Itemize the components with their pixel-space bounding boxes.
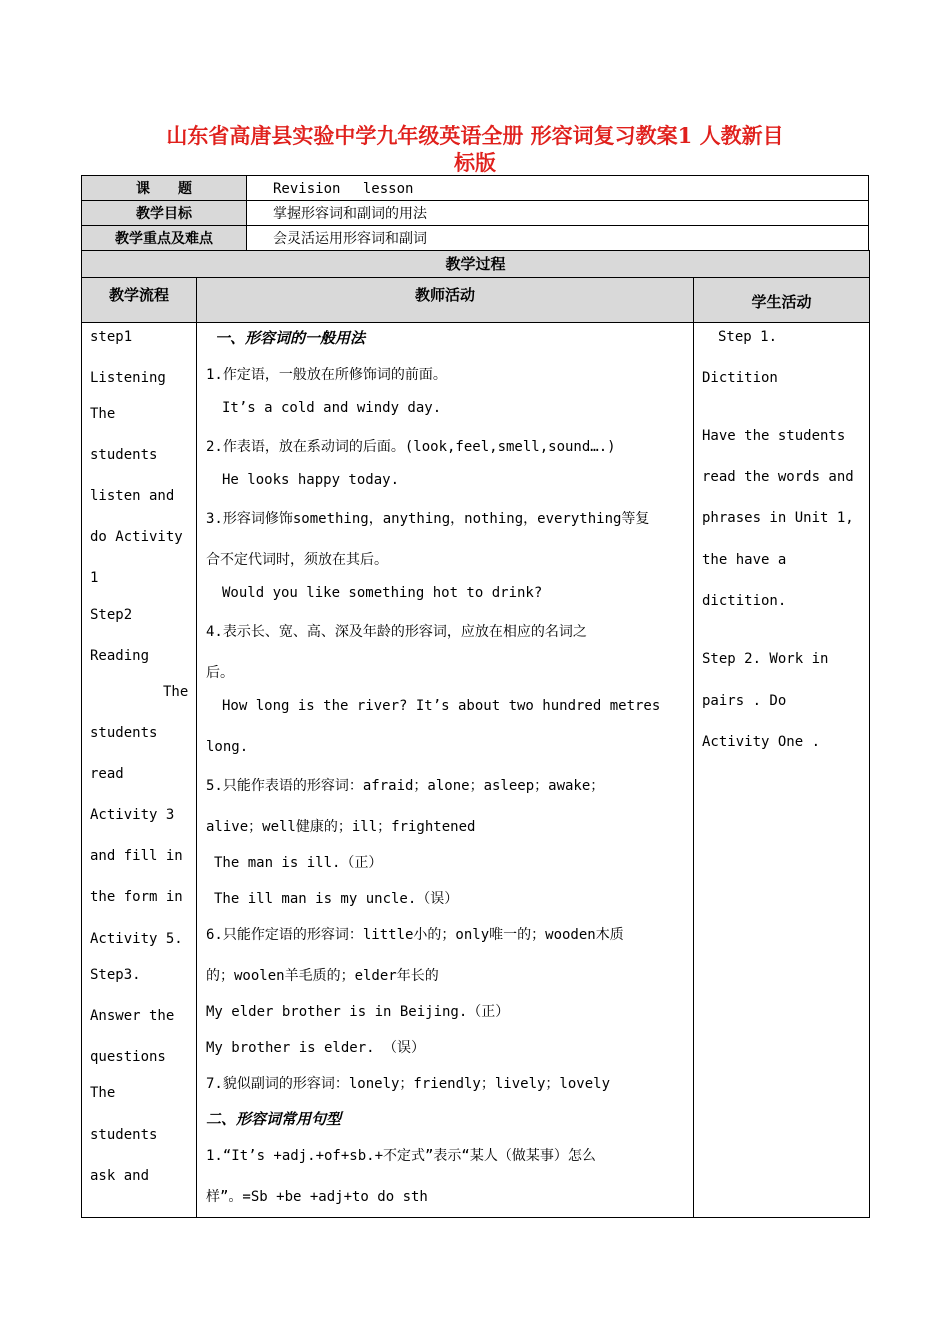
student-line: Step 1. (718, 329, 778, 345)
flow-line: The (90, 1085, 116, 1101)
flow-line: The (90, 406, 116, 422)
flow-line: listen and (90, 488, 175, 504)
teacher-line: alive；well健康的；ill；frightened (206, 819, 476, 835)
flow-line: Activity 5. (90, 931, 183, 947)
flow-line: students (90, 1127, 158, 1143)
teacher-line: 1.作定语，一般放在所修饰词的前面。 (206, 367, 447, 383)
teacher-line: long. (206, 739, 249, 755)
header-table (81, 175, 869, 251)
flow-line: the form in (90, 889, 183, 905)
title-line-1: 山东省高唐县实验中学九年级英语全册 形容词复习教案1 人教新目 (166, 123, 784, 148)
flow-line: questions (90, 1049, 166, 1065)
title-line-2: 标版 (454, 150, 496, 175)
flow-line: read (90, 766, 124, 782)
teacher-line: My elder brother is in Beijing.（正） (206, 1004, 510, 1020)
flow-line: 1 (90, 570, 99, 586)
value-topic: Revision lesson (247, 176, 869, 201)
teacher-line: 6.只能作定语的形容词：little小的；only唯一的；wooden木质 (206, 927, 624, 943)
row-topic (82, 176, 869, 201)
label-goal: 教学目标 (82, 201, 247, 226)
row-goal (82, 201, 869, 226)
student-line: Dictition (702, 370, 778, 386)
student-line: Have the students (702, 428, 846, 444)
flow-line: Reading (90, 648, 150, 664)
student-line: the have a (702, 552, 787, 568)
col-teacher-header: 教师活动 (197, 278, 694, 323)
teacher-line: The ill man is my uncle.（误） (214, 891, 459, 907)
student-line: Activity One . (702, 734, 821, 750)
teacher-line: My brother is elder. （误） (206, 1040, 426, 1056)
flow-line: students (90, 447, 158, 463)
teacher-line: 样”。=Sb +be +adj+to do sth (206, 1189, 428, 1205)
col-flow-header: 教学流程 (82, 278, 197, 323)
student-line: Step 2. Work in (702, 651, 829, 667)
value-keypoints: 会灵活运用形容词和副词 (247, 226, 869, 251)
flow-line: The (163, 684, 189, 700)
teacher-line: He looks happy today. (222, 472, 400, 488)
teacher-line: How long is the river? It’s about two hundred metres (222, 698, 661, 714)
student-line: read the words and (702, 469, 854, 485)
flow-line: Answer the (90, 1008, 175, 1024)
student-line: pairs . Do (702, 693, 787, 709)
col-student-header: 学生活动 (694, 278, 870, 323)
flow-line: Listening (90, 370, 166, 386)
flow-line: Step2 (90, 607, 133, 623)
flow-line: step1 (90, 329, 133, 345)
label-topic: 课 题 (82, 176, 247, 201)
student-cell (694, 323, 870, 1218)
student-line: phrases in Unit 1, (702, 510, 854, 526)
flow-line: Activity 3 (90, 807, 175, 823)
teacher-line: 的；woolen羊毛质的；elder年长的 (206, 968, 439, 984)
section-heading-general-usage: 一、形容词的一般用法 (215, 329, 366, 347)
teacher-line: 1.“It’s +adj.+of+sb.+不定式”表示“某人（做某事）怎么 (206, 1148, 596, 1164)
teacher-line: 2.作表语，放在系动词的后面。(look,feel,smell,sound….) (206, 439, 616, 455)
flow-cell (82, 323, 197, 1218)
teacher-cell (197, 323, 694, 1218)
teacher-line: 4.表示长、宽、高、深及年龄的形容词，应放在相应的名词之 (206, 624, 587, 640)
teacher-line: Would you like something hot to drink? (222, 585, 543, 601)
value-goal: 掌握形容词和副词的用法 (247, 201, 869, 226)
label-keypoints: 教学重点及难点 (82, 226, 247, 251)
teacher-line: It’s a cold and windy day. (222, 400, 442, 416)
student-line: dictition. (702, 593, 787, 609)
flow-line: do Activity (90, 529, 183, 545)
document-title (120, 122, 830, 176)
process-table (81, 250, 870, 1218)
flow-line: and fill in (90, 848, 183, 864)
teacher-line: 7.貌似副词的形容词：lonely；friendly；lively；lovely (206, 1076, 611, 1092)
row-keypoints (82, 226, 869, 251)
flow-line: students (90, 725, 158, 741)
teacher-line: 合不定代词时，须放在其后。 (206, 552, 388, 568)
flow-line: ask and (90, 1168, 150, 1184)
teacher-line: 后。 (206, 665, 234, 681)
process-title: 教学过程 (82, 251, 870, 278)
flow-line: Step3. (90, 967, 141, 983)
teacher-line: 5.只能作表语的形容词：afraid；alone；asleep；awake； (206, 778, 605, 794)
teacher-line: 3.形容词修饰something，anything，nothing，everything等复 (206, 511, 650, 527)
teacher-line: The man is ill.（正） (214, 855, 383, 871)
section-heading-sentence-patterns: 二、形容词常用句型 (206, 1110, 342, 1128)
